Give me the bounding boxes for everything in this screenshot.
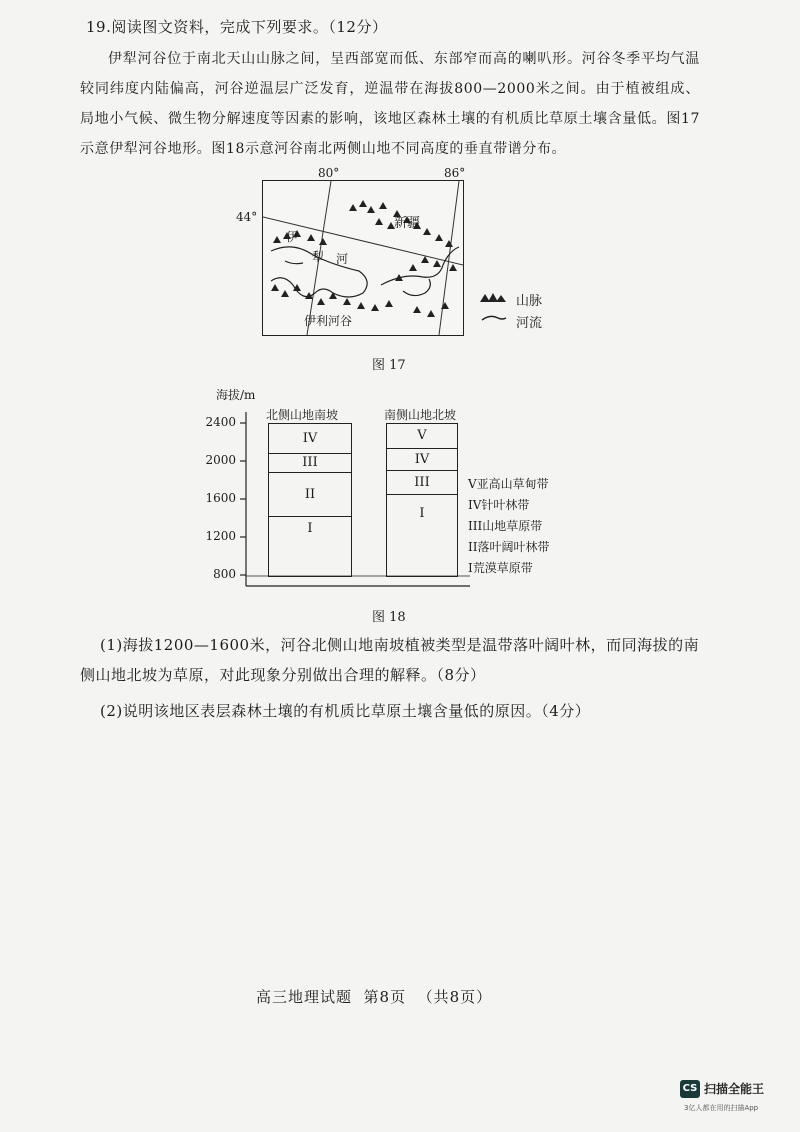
mountain-icon: [433, 260, 441, 267]
fig18-legend-iii: III山地草原带: [468, 519, 543, 533]
fig18-south-title: 南侧山地北坡: [384, 408, 457, 422]
fig17-place-li: 犁: [312, 250, 325, 264]
y-tick-label: 1600: [205, 491, 236, 505]
mountain-icon: [441, 302, 449, 309]
mountain-icon: [435, 234, 443, 241]
fig17-lon-80: 80°: [318, 166, 340, 180]
mountain-icon: [375, 218, 383, 225]
fig17-lon-86: 86°: [444, 166, 466, 180]
fig17-caption: 图 17: [372, 358, 406, 373]
scanner-logo-icon: CS: [680, 1080, 700, 1098]
sub-question-2: (2)说明该地区表层森林土壤的有机质比草原土壤含量低的原因。（4分）: [100, 702, 591, 720]
mountain-icon: [359, 200, 367, 207]
mountain-icon: [357, 302, 365, 309]
fig18-legend-iv: IV针叶林带: [468, 498, 530, 512]
fig18-south-zone: V: [387, 423, 457, 449]
y-tick-label: 2400: [205, 415, 236, 429]
y-tick-label: 2000: [205, 453, 236, 467]
mountain-icon: [385, 300, 393, 307]
fig18-legend-i: I荒漠草原带: [468, 561, 533, 575]
fig18-south-zone: I: [419, 506, 425, 522]
mountain-icon: [371, 304, 379, 311]
mountain-icon: [427, 310, 435, 317]
fig17-legend-mountain: 山脉: [516, 294, 543, 309]
fig18-north-zone: III: [269, 453, 351, 473]
fig18-south-zone: III: [387, 471, 457, 496]
mountain-icon: [409, 264, 417, 271]
mountain-icon: [271, 284, 279, 291]
fig18-north-zone: II: [269, 472, 351, 517]
fig17-lat-44: 44°: [236, 210, 258, 224]
sub-question-1: (1)海拔1200—1600米，河谷北侧山地南坡植被类型是温带落叶阔叶林，而同海拔的南侧山地北坡为草原，对此现象分别做出合理的解释。（8分）: [80, 636, 700, 684]
fig17-legend-icons: [478, 288, 508, 328]
fig18-legend-ii: II落叶阔叶林带: [468, 540, 550, 554]
mountain-icon: [329, 292, 337, 299]
river-icon: [482, 316, 506, 320]
mountain-icon: [317, 298, 325, 305]
fig17-map-drawing: [263, 181, 463, 335]
fig18-south-zone: IV: [387, 448, 457, 472]
mountain-icon: [413, 306, 421, 313]
mountain-icon: [273, 236, 281, 243]
scanner-tagline: 3亿人都在用的扫描App: [684, 1104, 759, 1112]
question-header: 19.阅读图文资料，完成下列要求。（12分）: [86, 18, 388, 36]
fig18-north-zone: IV: [269, 423, 351, 454]
fig18-ylabel: 海拔/m: [216, 388, 256, 402]
fig17-place-xinjiang: 新疆: [394, 216, 421, 231]
mountain-icon: [367, 206, 375, 213]
mountain-icon: [379, 202, 387, 209]
mountain-icon: [480, 293, 506, 302]
mountain-icon: [445, 240, 453, 247]
y-tick-label: 800: [213, 567, 236, 581]
mountain-icon: [423, 228, 431, 235]
fig18-north-zone: I: [307, 521, 313, 537]
fig18-caption: 图 18: [372, 610, 406, 625]
scanner-brand: 扫描全能王: [704, 1082, 765, 1096]
mountain-icon: [319, 238, 327, 245]
fig18-north-title: 北侧山地南坡: [266, 408, 339, 422]
fig17-place-yi: 伊: [286, 230, 299, 244]
fig18-legend-v: V亚高山草甸带: [468, 477, 549, 491]
mountain-icon: [349, 204, 357, 211]
fig17-map: [262, 180, 464, 336]
mountain-icon: [343, 298, 351, 305]
fig18-legend: [468, 474, 549, 579]
fig17-legend-river: 河流: [516, 316, 543, 331]
question-intro: 伊犁河谷位于南北天山山脉之间，呈西部宽而低、东部窄而高的喇叭形。河谷冬季平均气温较同纬度内陆偏高，河谷逆温层广泛发育，逆温带在海拔800—2000米之间。由于植被组成、局地小气候、微生物分解速度等因素的影响，该地区森林土壤的有机质比草原土壤含量低。图17示意伊犁河谷地形。图18示意河谷南北两侧山地不同高度的垂直带谱分布。: [80, 51, 700, 157]
mountain-icon: [281, 290, 289, 297]
y-tick-label: 1200: [205, 529, 236, 543]
mountain-icon: [449, 264, 457, 271]
page-footer: 高三地理试题 第8页 （共8页）: [256, 988, 493, 1006]
fig17-place-valley: 伊利河谷: [304, 314, 353, 328]
fig17-place-he: 河: [336, 252, 349, 266]
mountain-icon: [307, 234, 315, 241]
